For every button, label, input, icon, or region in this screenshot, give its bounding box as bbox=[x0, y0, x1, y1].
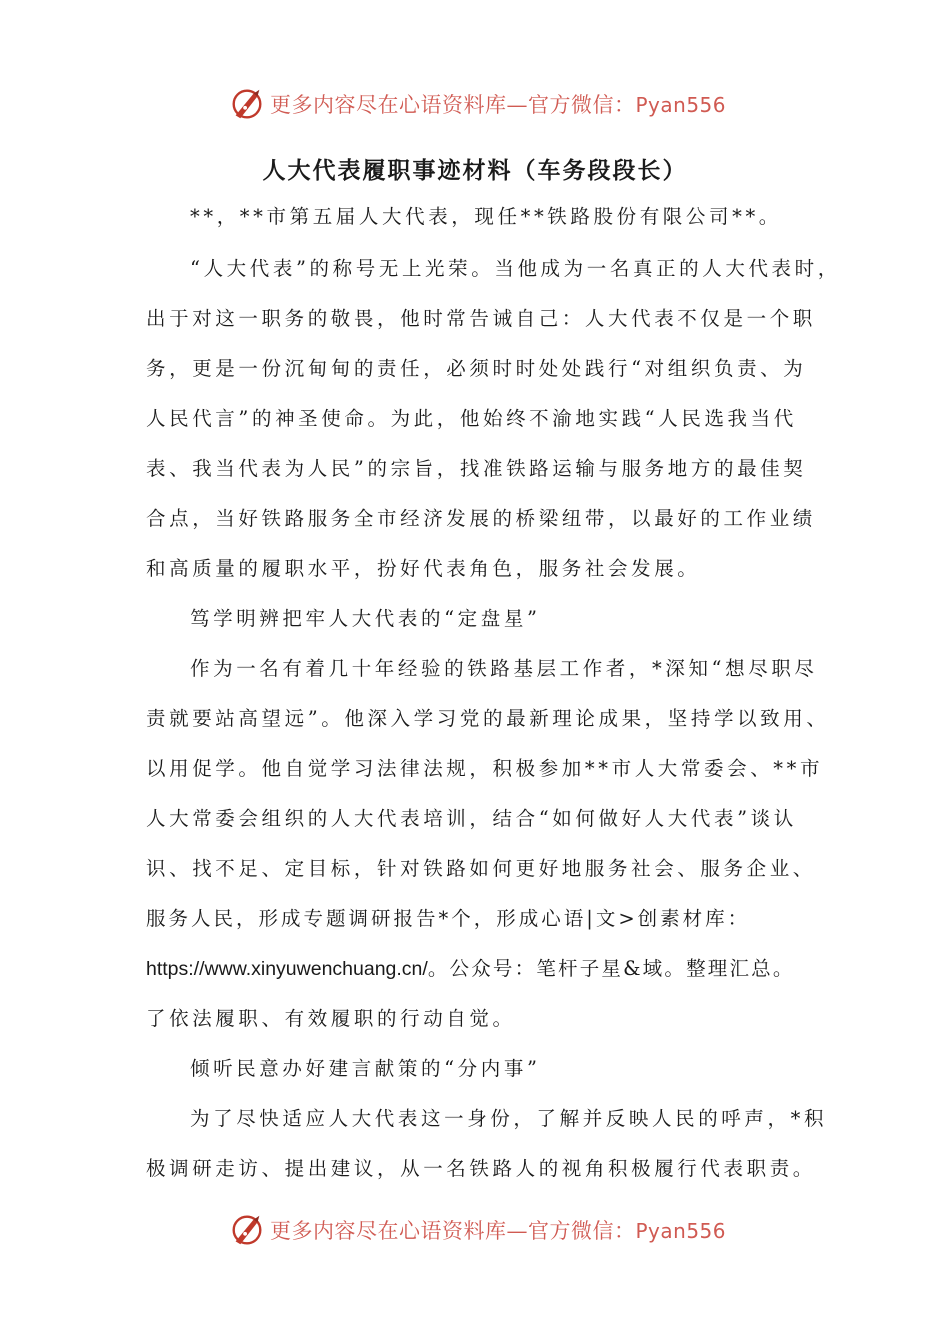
paragraph-line: 作为一名有着几十年经验的铁路基层工作者，*深知“想尽职尽 bbox=[190, 657, 818, 680]
paragraph-line: 极调研走访、提出建议，从一名铁路人的视角积极履行代表职责。 bbox=[146, 1157, 816, 1180]
paragraph-intro: **，**市第五届人大代表，现任**铁路股份有限公司**。 bbox=[190, 205, 782, 228]
section-heading: 倾听民意办好建言献策的“分内事” bbox=[190, 1057, 541, 1080]
url-text: https://www.xinyuwenchuang.cn/ bbox=[146, 958, 428, 980]
pen-nib-logo-icon bbox=[228, 1211, 266, 1249]
watermark-text: 更多内容尽在心语资料库—官方微信：Pyan556 bbox=[270, 93, 727, 117]
paragraph-line: 责就要站高望远”。他深入学习党的最新理论成果，坚持学以致用、 bbox=[146, 707, 830, 730]
paragraph-line: 务，更是一份沉甸甸的责任，必须时时处处践行“对组织负责、为 bbox=[146, 357, 807, 380]
paragraph-line: 为了尽快适应人大代表这一身份，了解并反映人民的呼声，*积 bbox=[190, 1107, 828, 1130]
paragraph-line: 表、我当代表为人民”的宗旨，找准铁路运输与服务地方的最佳契 bbox=[146, 457, 807, 480]
pen-nib-logo-icon bbox=[228, 85, 266, 123]
paragraph-line: 合点，当好铁路服务全市经济发展的桥梁纽带，以最好的工作业绩 bbox=[146, 507, 816, 530]
watermark-footer bbox=[228, 1210, 726, 1250]
watermark-text: 更多内容尽在心语资料库—官方微信：Pyan556 bbox=[270, 1219, 727, 1243]
paragraph-line: “人大代表”的称号无上光荣。当他成为一名真正的人大代表时， bbox=[190, 257, 841, 280]
watermark-header bbox=[228, 84, 726, 124]
paragraph-line: 出于对这一职务的敬畏，他时常告诫自己：人大代表不仅是一个职 bbox=[146, 307, 816, 330]
paragraph-line: 人大常委会组织的人大代表培训，结合“如何做好人大代表”谈认 bbox=[146, 807, 797, 830]
paragraph-line: 服务人民，形成专题调研报告*个，形成心语|文>创素材库： bbox=[146, 907, 751, 930]
document-title: 人大代表履职事迹材料（车务段段长） bbox=[262, 157, 688, 184]
paragraph-line: 以用促学。他自觉学习法律法规，积极参加**市人大常委会、**市 bbox=[146, 757, 824, 780]
paragraph-line: 了依法履职、有效履职的行动自觉。 bbox=[146, 1007, 516, 1030]
paragraph-line-url: https://www.xinyuwenchuang.cn/。公众号：笔杆子星&域。整理汇总。 bbox=[146, 957, 795, 980]
paragraph-line: 和高质量的履职水平，扮好代表角色，服务社会发展。 bbox=[146, 557, 701, 580]
paragraph-line: 识、找不足、定目标，针对铁路如何更好地服务社会、服务企业、 bbox=[146, 857, 816, 880]
paragraph-line: 人民代言”的神圣使命。为此，他始终不渝地实践“人民选我当代 bbox=[146, 407, 797, 430]
section-heading: 笃学明辨把牢人大代表的“定盘星” bbox=[190, 607, 541, 630]
